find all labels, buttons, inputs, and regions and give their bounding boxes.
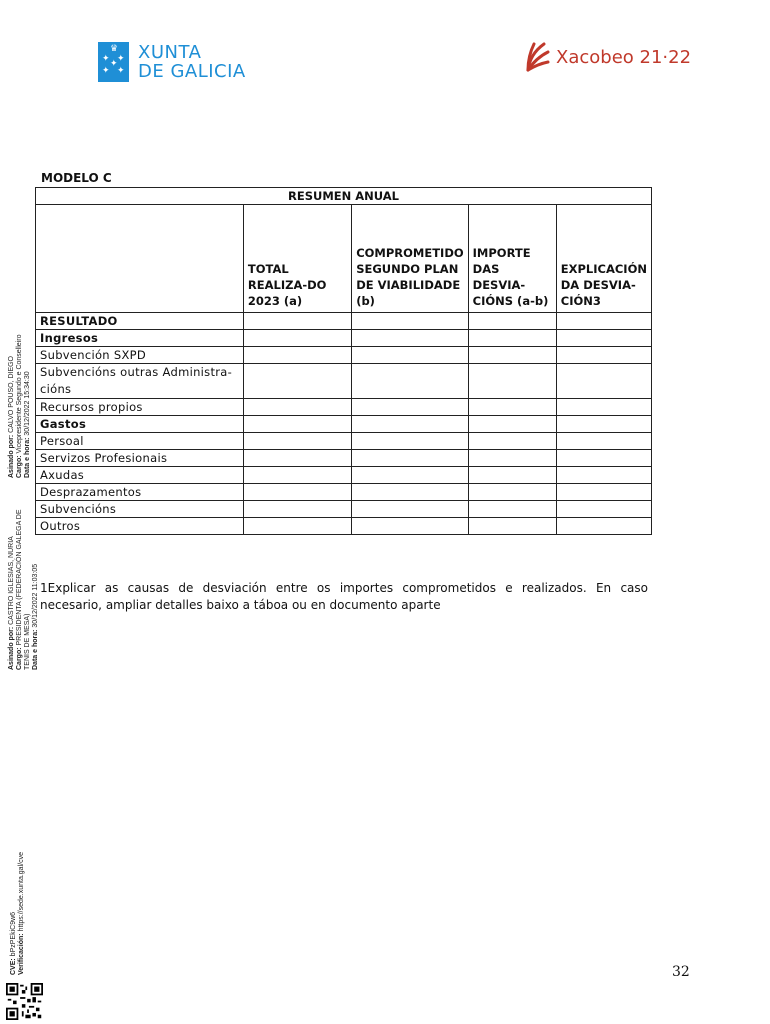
value-cell [352,450,468,467]
xacobeo-logo [524,40,691,74]
value-cell [468,518,556,535]
xunta-line1: XUNTA [138,42,202,63]
value-cell [352,416,468,433]
value-cell [468,313,556,330]
value-cell [556,433,651,450]
table-title: RESUMEN ANUAL [36,188,652,205]
row-label: RESULTADO [36,313,244,330]
value-cell [556,313,651,330]
row-label: Recursos propios [36,399,244,416]
value-cell [243,399,351,416]
signature-block-1: Asinado por: CALVO POUSO, DIEGO Cargo: Vicepresidente Segundo e Conselleiro Data e hora: 30/12/2022 15:34:30 [8,334,31,478]
table-row [36,518,652,535]
value-cell [468,484,556,501]
table-row [36,467,652,484]
header-cell: IMPORTE DAS DESVIA-CIÓNS (a-b) [468,205,556,313]
xunta-line2: DE GALICIA [138,61,246,82]
xunta-logo [98,42,246,82]
xunta-emblem-icon: ♛ ✦ ✦ ✦ ✦ ✦ [98,42,129,82]
header-cell: EXPLICACIÓN DA DESVIA-CIÓN3 [556,205,651,313]
header-cell: COMPROMETIDO SEGUNDO PLAN DE VIABILIDADE (b) [352,205,468,313]
value-cell [556,450,651,467]
value-cell [468,416,556,433]
value-cell [556,501,651,518]
row-label: Subvencións [36,501,244,518]
row-label: Ingresos [36,330,244,347]
value-cell [468,330,556,347]
value-cell [468,347,556,364]
table-row [36,484,652,501]
value-cell [468,364,556,399]
value-cell [352,433,468,450]
row-label: Subvencións outras Administra-cións [36,364,244,399]
value-cell [352,518,468,535]
value-cell [556,399,651,416]
row-label: Outros [36,518,244,535]
table-row [36,399,652,416]
value-cell [468,450,556,467]
value-cell [243,313,351,330]
table-row [36,364,652,399]
value-cell [556,484,651,501]
value-cell [352,364,468,399]
value-cell [556,347,651,364]
value-cell [352,501,468,518]
annual-summary-table [35,187,652,535]
value-cell [243,330,351,347]
xunta-wordmark [138,43,246,81]
table-row [36,347,652,364]
header-cell: TOTAL REALIZA-DO 2023 (a) [243,205,351,313]
table-row [36,416,652,433]
row-label: Persoal [36,433,244,450]
value-cell [352,399,468,416]
value-cell [243,433,351,450]
value-cell [556,467,651,484]
table-row [36,450,652,467]
row-label: Subvención SXPD [36,347,244,364]
value-cell [243,484,351,501]
value-cell [468,501,556,518]
qr-code-icon [6,983,43,1020]
value-cell [352,484,468,501]
row-label: Desprazamentos [36,484,244,501]
value-cell [352,313,468,330]
value-cell [556,518,651,535]
value-cell [352,467,468,484]
value-cell [243,416,351,433]
value-cell [243,518,351,535]
table-header-row [36,205,652,313]
value-cell [243,347,351,364]
value-cell [468,433,556,450]
table-row [36,433,652,450]
page-number: 32 [672,964,690,980]
table-row [36,501,652,518]
value-cell [556,330,651,347]
scallop-shell-icon [524,40,550,74]
row-label: Gastos [36,416,244,433]
value-cell [556,416,651,433]
xacobeo-wordmark: Xacobeo 21·22 [556,46,692,68]
value-cell [468,399,556,416]
value-cell [243,467,351,484]
value-cell [243,501,351,518]
table-row [36,330,652,347]
value-cell [352,330,468,347]
verification-block: CVE: bPzPEkiC9w6 Verificación: https://sede.xunta.gal/cve [10,852,25,975]
value-cell [352,347,468,364]
header-cell [36,205,244,313]
value-cell [243,364,351,399]
row-label: Servizos Profesionais [36,450,244,467]
signature-block-2: Asinado por: CASTRO IGLESIAS, NURIA Cargo: PRESIDENTA (FEDERACIÓN GALEGA DE TENIS DE MESA) Data e hora: 30/12/2022 11:03:05 [8,509,39,670]
value-cell [243,450,351,467]
row-label: Axudas [36,467,244,484]
value-cell [556,364,651,399]
table-row [36,313,652,330]
footnote: 1Explicar as causas de desviación entre os importes comprometidos e realizados. En caso necesario, ampliar detalles baixo a táboa ou en documento aparte [40,581,648,612]
model-label: MODELO C [41,171,112,185]
value-cell [468,467,556,484]
